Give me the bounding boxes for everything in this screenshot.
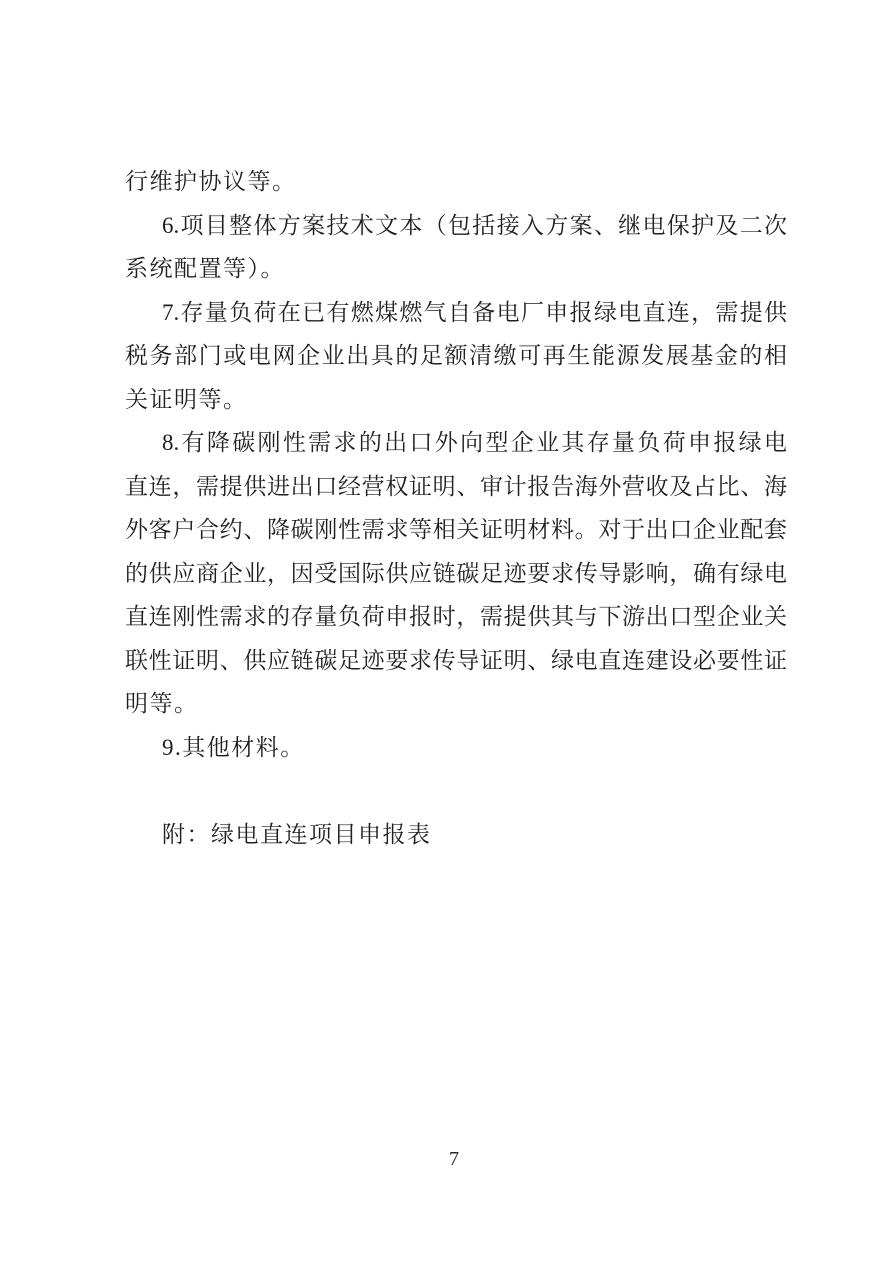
paragraph-item-7	[125, 291, 787, 422]
text-line: 联性证明、供应链碳足迹要求传导证明、绿电直连建设必要性证	[125, 647, 787, 673]
text-line: 附：绿电直连项目申报表	[162, 821, 432, 847]
text-line: 9.其他材料。	[162, 734, 305, 760]
text-line: 6.项目整体方案技术文本（包括接入方案、继电保护及二次	[162, 212, 787, 238]
paragraph-item-8	[125, 421, 787, 726]
text-line: 系统配置等）。	[125, 256, 285, 281]
paragraph-continuation	[125, 160, 787, 204]
text-line: 明等。	[125, 691, 199, 716]
text-line: 7.存量负荷在已有燃煤燃气自备电厂申报绿电直连，需提供	[162, 299, 787, 325]
text-line: 行维护协议等。	[125, 169, 297, 194]
text-line: 外客户合约、降碳刚性需求等相关证明材料。对于出口企业配套	[125, 517, 787, 542]
paragraph-item-9	[125, 726, 787, 770]
text-line: 直连，需提供进出口经营权证明、审计报告海外营收及占比、海	[125, 473, 787, 499]
paragraph-item-6	[125, 204, 787, 291]
paragraph-attachment-note	[125, 813, 787, 857]
text-line: 税务部门或电网企业出具的足额清缴可再生能源发展基金的相	[125, 343, 787, 368]
document-body	[125, 160, 787, 856]
text-line: 直连刚性需求的存量负荷申报时，需提供其与下游出口型企业关	[125, 604, 787, 629]
text-line: 关证明等。	[125, 386, 248, 412]
text-line: 的供应商企业，因受国际供应链碳足迹要求传导影响，确有绿电	[125, 560, 787, 586]
text-line: 8.有降碳刚性需求的出口外向型企业其存量负荷申报绿电	[162, 430, 787, 455]
page-number: 7	[449, 1148, 459, 1170]
